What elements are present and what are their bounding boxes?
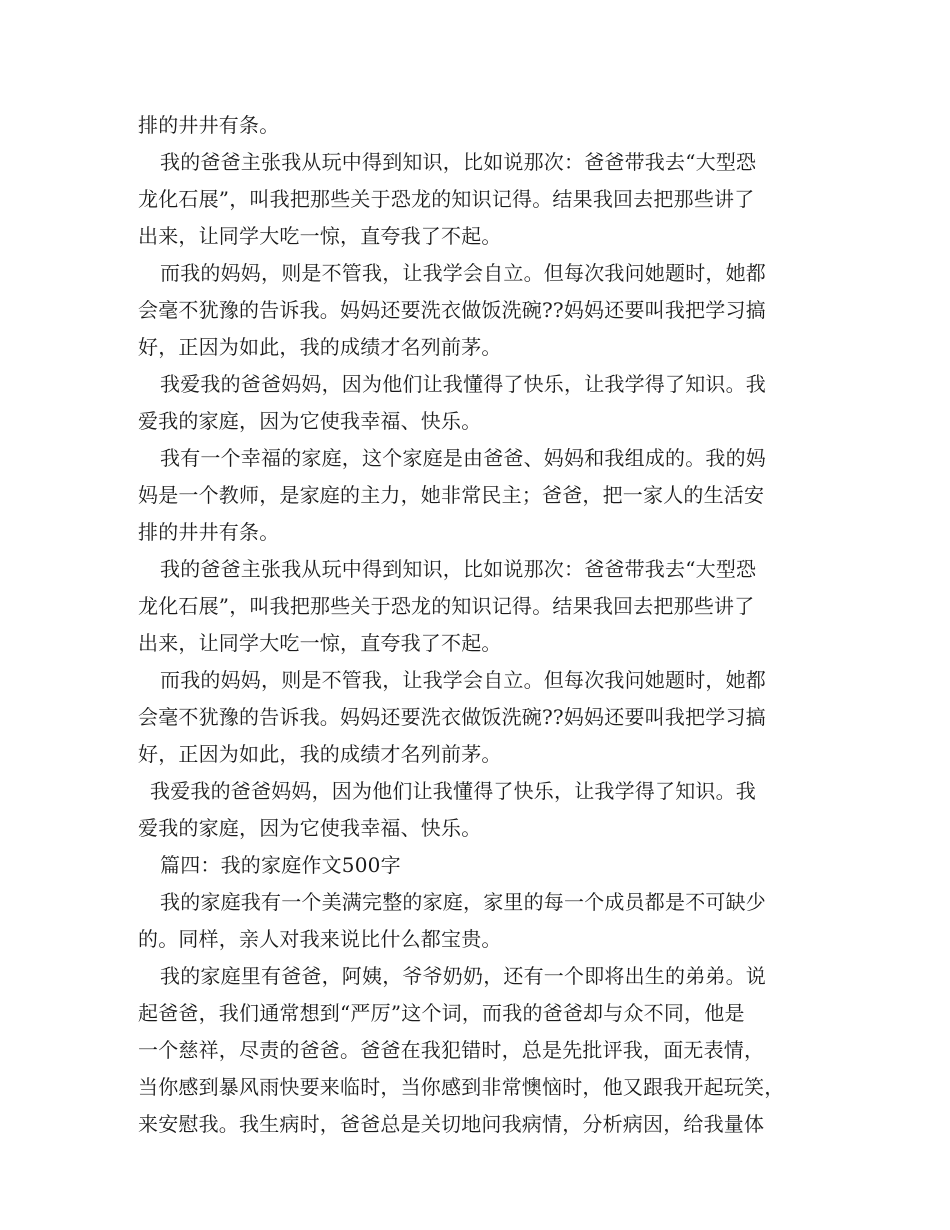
text-line: 我有一个幸福的家庭，这个家庭是由爸爸、妈妈和我组成的。我的妈 bbox=[160, 446, 766, 470]
text-line: 我的爸爸主张我从玩中得到知识，比如说那次：爸爸带我去“大型恐 bbox=[160, 150, 757, 174]
text-line: 一个慈祥，尽责的爸爸。爸爸在我犯错时，总是先批评我，面无表情， bbox=[138, 1038, 765, 1062]
text-line: 龙化石展”，叫我把那些关于恐龙的知识记得。结果我回去把那些讲了 bbox=[138, 594, 755, 618]
text-line: 会毫不犹豫的告诉我。妈妈还要洗衣做饭洗碗??妈妈还要叫我把学习搞 bbox=[138, 298, 766, 322]
text-line: 而我的妈妈，则是不管我，让我学会自立。但每次我问她题时，她都 bbox=[160, 668, 766, 692]
text-line: 我的家庭我有一个美满完整的家庭，家里的每一个成员都是不可缺少 bbox=[160, 890, 766, 914]
section-heading: 篇四：我的家庭作文500字 bbox=[160, 853, 401, 877]
text-line: 的。同样，亲人对我来说比什么都宝贵。 bbox=[138, 927, 502, 951]
text-line: 我的家庭里有爸爸，阿姨，爷爷奶奶，还有一个即将出生的弟弟。说 bbox=[160, 964, 766, 988]
text-line: 爱我的家庭，因为它使我幸福、快乐。 bbox=[138, 409, 482, 433]
text-line: 会毫不犹豫的告诉我。妈妈还要洗衣做饭洗碗??妈妈还要叫我把学习搞 bbox=[138, 705, 766, 729]
text-line: 龙化石展”，叫我把那些关于恐龙的知识记得。结果我回去把那些讲了 bbox=[138, 187, 755, 211]
text-line: 好，正因为如此，我的成绩才名列前茅。 bbox=[138, 335, 502, 359]
text-line: 出来，让同学大吃一惊，直夸我了不起。 bbox=[138, 631, 502, 655]
text-line: 爱我的家庭，因为它使我幸福、快乐。 bbox=[138, 816, 482, 840]
text-line: 出来，让同学大吃一惊，直夸我了不起。 bbox=[138, 224, 502, 248]
text-line: 来安慰我。我生病时，爸爸总是关切地问我病情，分析病因，给我量体 bbox=[138, 1112, 765, 1136]
text-line: 我爱我的爸爸妈妈，因为他们让我懂得了快乐，让我学得了知识。我 bbox=[150, 779, 756, 803]
text-line: 我爱我的爸爸妈妈，因为他们让我懂得了快乐，让我学得了知识。我 bbox=[160, 372, 766, 396]
text-line: 好，正因为如此，我的成绩才名列前茅。 bbox=[138, 742, 502, 766]
text-line: 我的爸爸主张我从玩中得到知识，比如说那次：爸爸带我去“大型恐 bbox=[160, 557, 757, 581]
document-body bbox=[138, 107, 818, 1143]
text-line: 而我的妈妈，则是不管我，让我学会自立。但每次我问她题时，她都 bbox=[160, 261, 766, 285]
text-line: 排的井井有条。 bbox=[138, 113, 280, 137]
text-line: 当你感到暴风雨快要来临时，当你感到非常懊恼时，他又跟我开起玩笑， bbox=[138, 1075, 785, 1099]
text-line: 妈是一个教师，是家庭的主力，她非常民主；爸爸，把一家人的生活安 bbox=[138, 483, 765, 507]
text-line: 起爸爸，我们通常想到“严厉”这个词，而我的爸爸却与众不同，他是 bbox=[138, 1001, 745, 1025]
text-line: 排的井井有条。 bbox=[138, 520, 280, 544]
